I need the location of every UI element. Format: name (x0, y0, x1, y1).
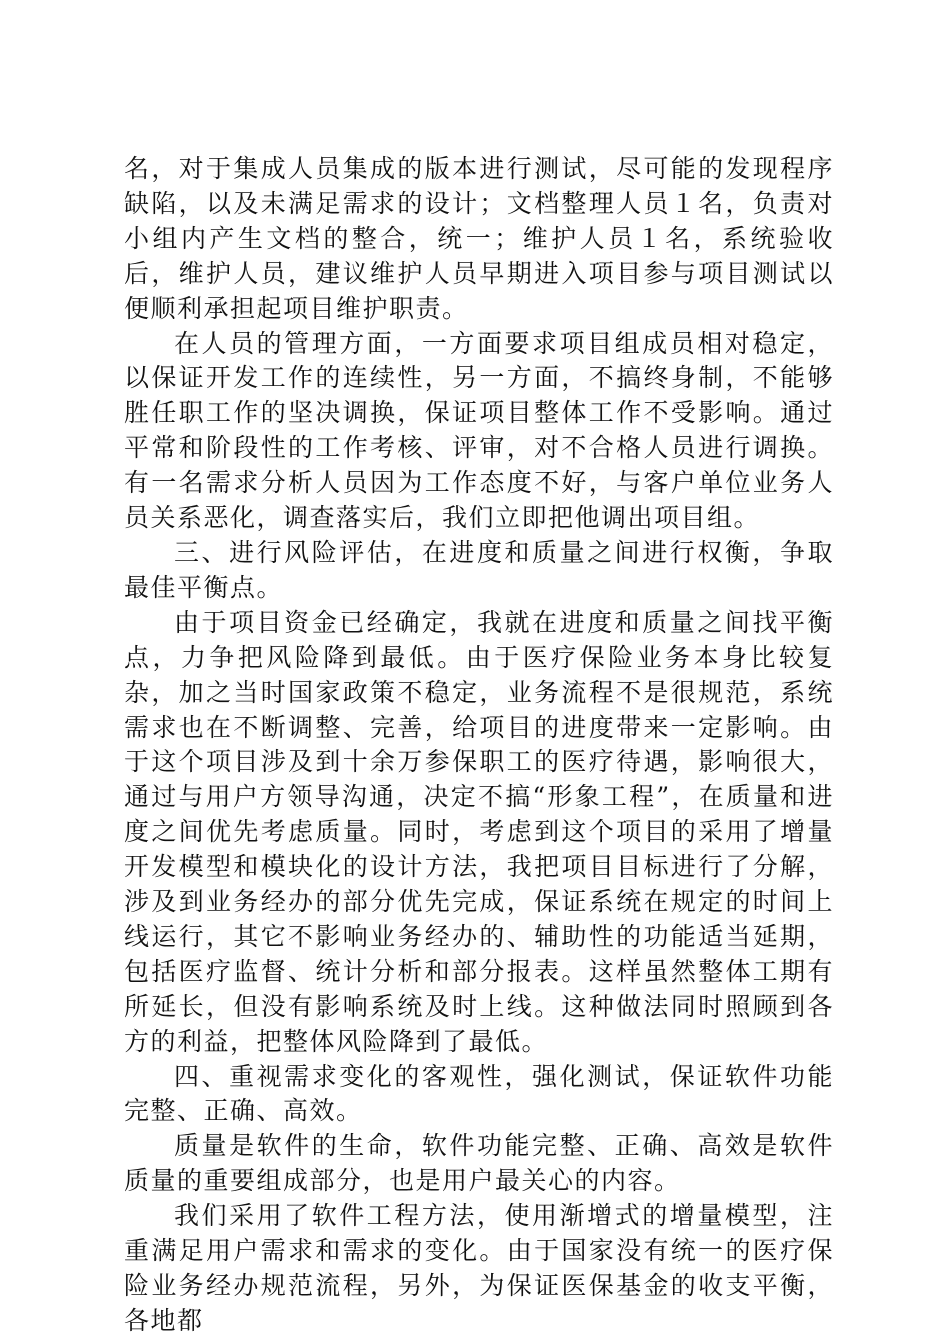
paragraph-incremental-model: 我们采用了软件工程方法，使用渐增式的增量模型，注重满足用户需求和需求的变化。由于国家没有统一的医疗保险业务经办规范流程，另外，为保证医保基金的收支平衡，各地都 (124, 1201, 834, 1335)
section-heading-risk-assessment: 三、进行风险评估，在进度和质量之间进行权衡，争取最佳平衡点。 (124, 537, 834, 602)
section-heading-requirements-testing: 四、重视需求变化的客观性，强化测试，保证软件功能完整、正确、高效。 (124, 1061, 834, 1126)
paragraph-schedule-quality-balance: 由于项目资金已经确定，我就在进度和质量之间找平衡点，力争把风险降到最低。由于医疗保险业务本身比较复杂，加之当时国家政策不稳定，业务流程不是很规范，系统需求也在不断调整、完善，给项目的进度带来一定影响。由于这个项目涉及到十余万参保职工的医疗待遇，影响很大，通过与用户方领导沟通，决定不搞“形象工程”，在质量和进度之间优先考虑质量。同时，考虑到这个项目的采用了增量开发模型和模块化的设计方法，我把项目目标进行了分解，涉及到业务经办的部分优先完成，保证系统在规定的时间上线运行，其它不影响业务经办的、辅助性的功能适当延期，包括医疗监督、统计分析和部分报表。这样虽然整体工期有所延长，但没有影响系统及时上线。这种做法同时照顾到各方的利益，把整体风险降到了最低。 (124, 607, 834, 1056)
paragraph-personnel-management: 在人员的管理方面，一方面要求项目组成员相对稳定，以保证开发工作的连续性，另一方面，不搞终身制，不能够胜任职工作的坚决调换，保证项目整体工作不受影响。通过平常和阶段性的工作考核、评审，对不合格人员进行调换。有一名需求分析人员因为工作态度不好，与客户单位业务人员关系恶化，调查落实后，我们立即把他调出项目组。 (124, 328, 834, 533)
document-body (124, 152, 834, 1339)
paragraph-quality-importance: 质量是软件的生命，软件功能完整、正确、高效是软件质量的重要组成部分，也是用户最关心的内容。 (124, 1131, 834, 1196)
paragraph-staff-roles: 名，对于集成人员集成的版本进行测试，尽可能的发现程序缺陷，以及未满足需求的设计；文档整理人员１名，负责对小组内产生文档的整合，统一；维护人员１名，系统验收后，维护人员，建议维护人员早期进入项目参与项目测试以便顺利承担起项目维护职责。 (124, 154, 834, 323)
